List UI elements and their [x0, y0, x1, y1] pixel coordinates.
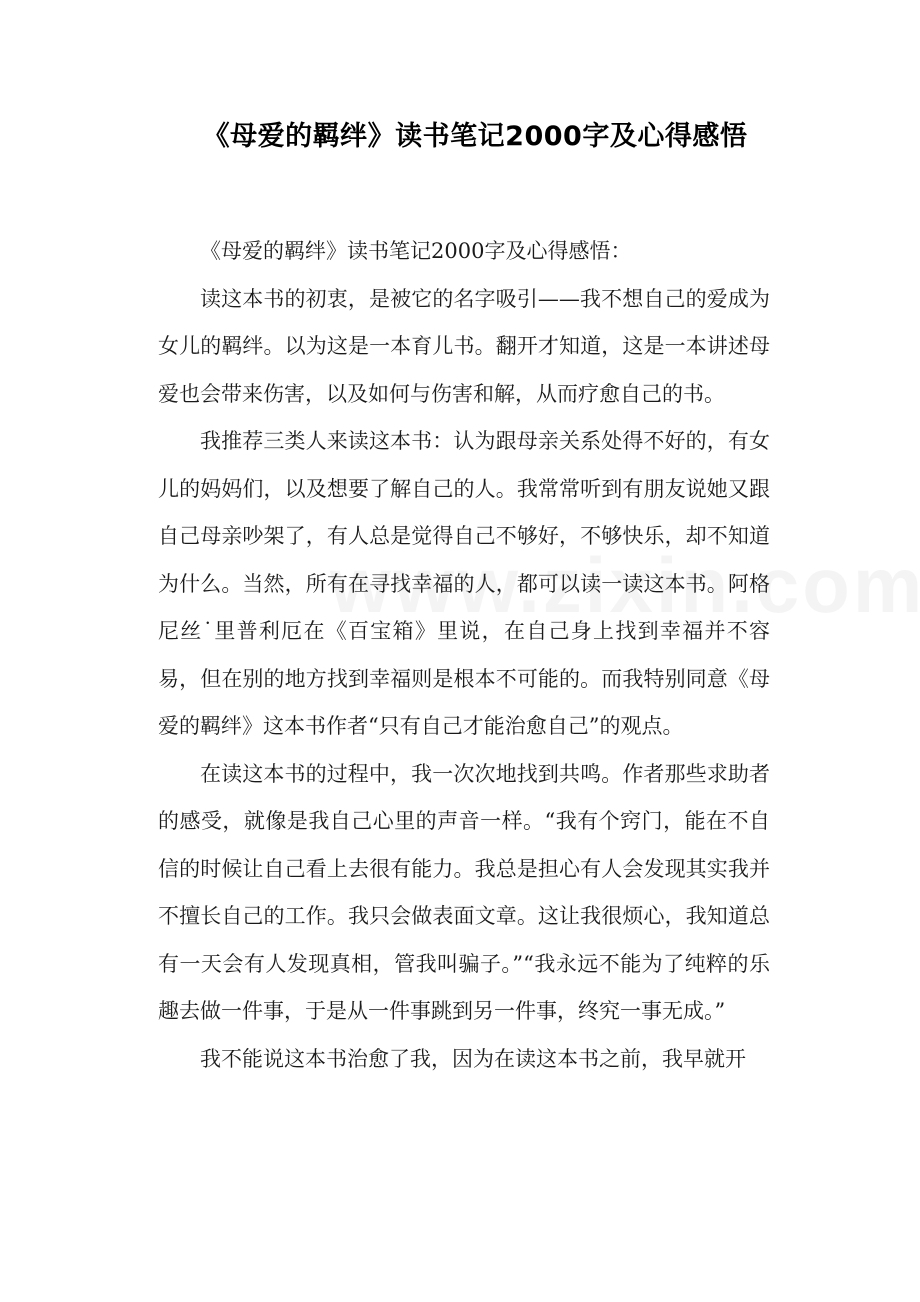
paragraph-1: 《母爱的羁绊》读书笔记2000字及心得感悟： [200, 239, 632, 263]
paragraph-2: 读这本书的初衷，是被它的名字吸引——我不想自己的爱成为女儿的羁绊。以为这是一本育儿书。翻开才知道，这是一本讲述母爱也会带来伤害，以及如何与伤害和解，从而疗愈自己的书。 [158, 286, 770, 406]
document-title: 《母爱的羁绊》读书笔记2000字及心得感悟 [202, 121, 748, 152]
document-body [158, 228, 770, 1083]
paragraph-5: 我不能说这本书治愈了我，因为在读这本书之前，我早就开 [200, 1046, 746, 1071]
paragraph-3: 我推荐三类人来读这本书：认为跟母亲关系处得不好的，有女儿的妈妈们，以及想要了解自己的人。我常常听到有朋友说她又跟自己母亲吵架了，有人总是觉得自己不够好，不够快乐，却不知道为什么。当然，所有在寻找幸福的人，都可以读一读这本书。阿格尼丝˙里普利厄在《百宝箱》里说，在自己身上找到幸福并不容易，但在别的地方找到幸福则是根本不可能的。而我特别同意《母爱的羁绊》这本书作者“只有自己才能治愈自己”的观点。 [158, 429, 770, 738]
paragraph-4: 在读这本书的过程中，我一次次地找到共鸣。作者那些求助者的感受，就像是我自己心里的声音一样。“我有个窍门，能在不自信的时候让自己看上去很有能力。我总是担心有人会发现其实我并不擅长自己的工作。我只会做表面文章。这让我很烦心，我知道总有一天会有人发现真相，管我叫骗子。”“我永远不能为了纯粹的乐趣去做一件事，于是从一件事跳到另一件事，终究一事无成。” [158, 761, 770, 1023]
